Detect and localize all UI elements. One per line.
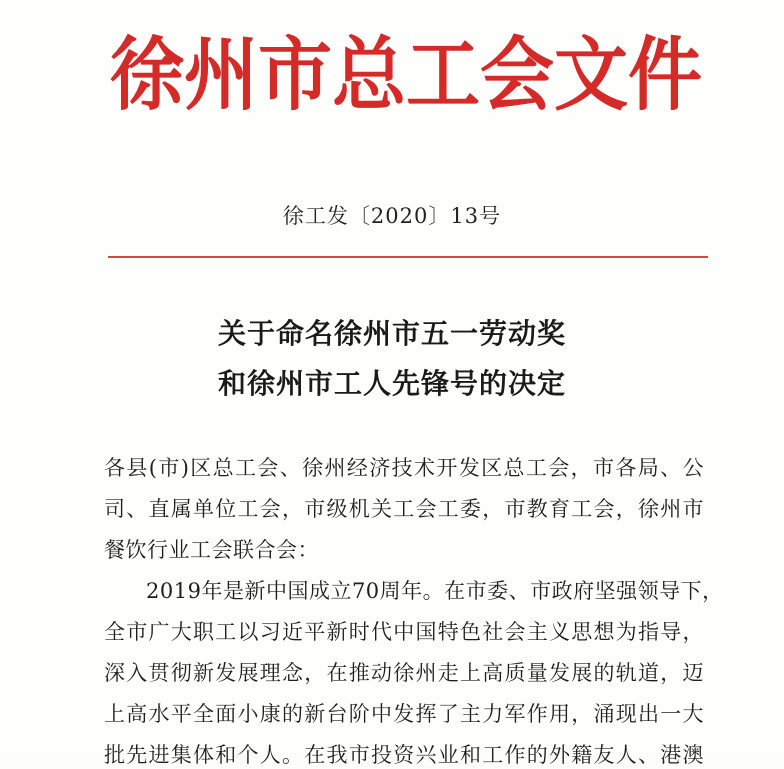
body-paragraph-line: 深入贯彻新发展理念，在推动徐州走上高质量发展的轨道，迈 (104, 661, 704, 685)
masthead-char: 总 (332, 29, 406, 122)
masthead-char: 会 (480, 29, 554, 122)
masthead-char: 市 (258, 29, 332, 122)
masthead-char: 工 (406, 29, 480, 122)
body-paragraph-line: 上高水平全面小康的新台阶中发挥了主力军作用，涌现出一大 (104, 702, 704, 726)
addressee-line: 各县(市)区总工会、徐州经济技术开发区总工会，市各局、公 (104, 456, 704, 480)
document-title-line-1: 关于命名徐州市五一劳动奖 (217, 317, 566, 350)
masthead-char: 文 (554, 29, 628, 122)
masthead (110, 14, 702, 124)
body-paragraph-line: 全市广大职工以习近平新时代中国特色社会主义思想为指导， (104, 620, 704, 644)
document-title-line-2: 和徐州市工人先锋号的决定 (217, 367, 566, 400)
masthead-char: 徐 (110, 29, 184, 122)
addressee-line: 司、直属单位工会，市级机关工会工委，市教育工会，徐州市 (104, 497, 704, 521)
masthead-char: 件 (628, 29, 702, 122)
document-number: 徐工发〔2020〕13号 (282, 204, 502, 228)
addressee-line: 餐饮行业工会联合会： (104, 538, 319, 562)
body-paragraph-line: 2019年是新中国成立70周年。在市委、市政府坚强领导下， (146, 579, 724, 603)
red-divider-line (108, 256, 708, 258)
masthead-char: 州 (184, 29, 258, 122)
body-paragraph-line: 批先进集体和个人。在我市投资兴业和工作的外籍友人、港澳 (104, 743, 704, 767)
